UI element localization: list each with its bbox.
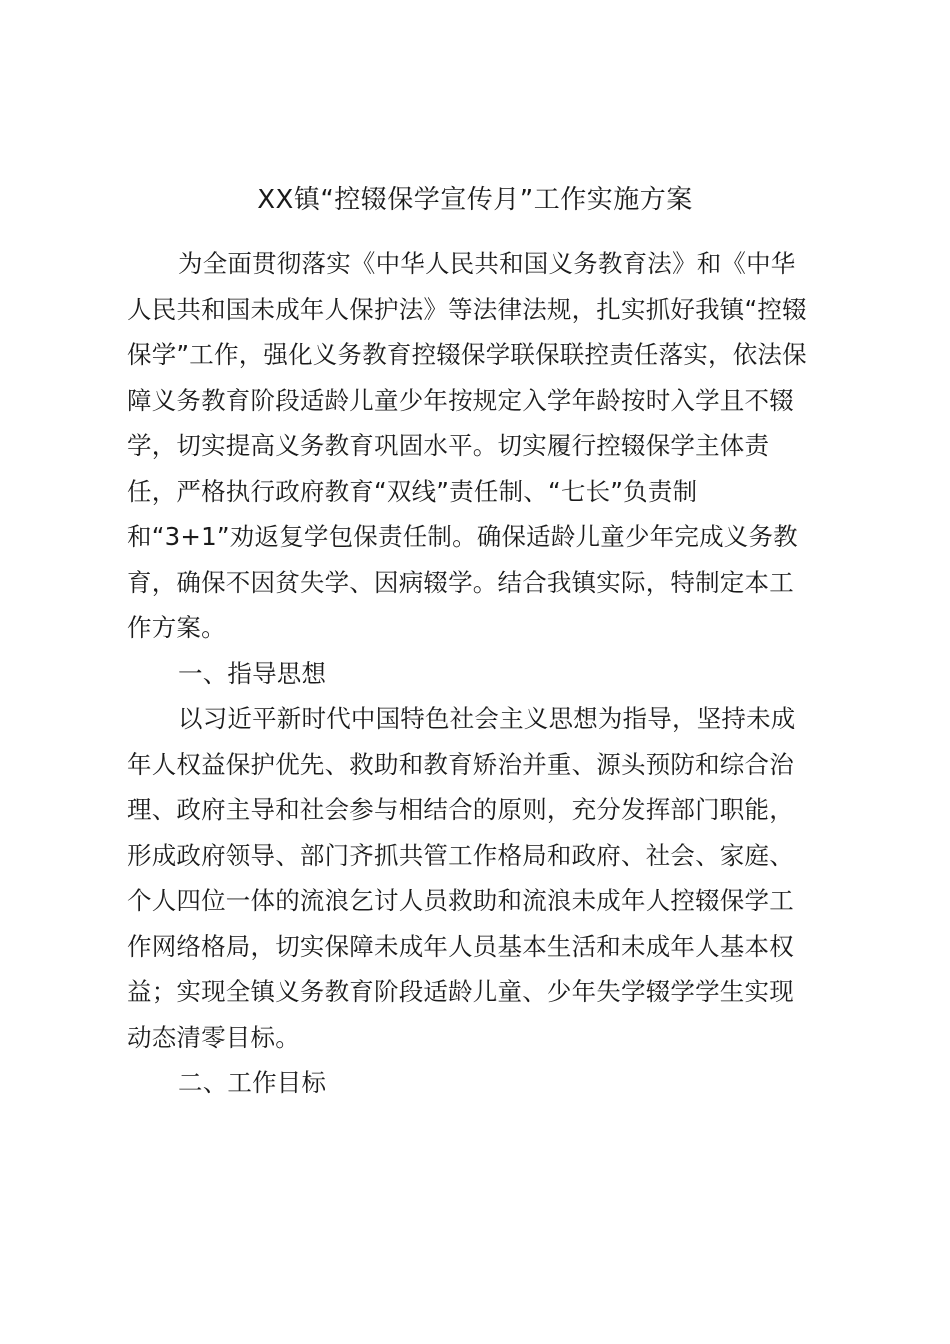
- body-line: 动态清零目标。: [127, 1022, 300, 1052]
- body-line: 为全面贯彻落实《中华人民共和国义务教育法》和《中华: [178, 249, 796, 278]
- body-line: 保学”工作，强化义务教育控辍保学联保联控责任落实，依法保: [127, 340, 807, 369]
- body-line: 育，确保不因贫失学、因病辍学。结合我镇实际，特制定本工: [127, 567, 794, 597]
- body-line: 理、政府主导和社会参与相结合的原则，充分发挥部门职能，: [127, 795, 794, 824]
- body-line: 作网络格局，切实保障未成年人员基本生活和未成年人基本权: [127, 931, 794, 961]
- section-heading: 二、工作目标: [178, 1068, 327, 1097]
- section-heading: 一、指导思想: [178, 658, 327, 688]
- document-title: XX镇“控辍保学宣传月”工作实施方案: [257, 185, 693, 215]
- body-line: 任，严格执行政府教育“双线”责任制、“七长”负责制: [127, 476, 698, 506]
- document-body: [127, 241, 837, 1106]
- body-line: 学，切实提高义务教育巩固水平。切实履行控辍保学主体责: [127, 431, 770, 460]
- body-line: 作方案。: [127, 613, 226, 642]
- body-line: 以习近平新时代中国特色社会主义思想为指导，坚持未成: [178, 704, 796, 733]
- body-line: 年人权益保护优先、救助和教育矫治并重、源头预防和综合治: [127, 749, 794, 779]
- body-line: 益；实现全镇义务教育阶段适龄儿童、少年失学辍学学生实现: [127, 977, 794, 1006]
- body-line: 人民共和国未成年人保护法》等法律法规，扎实抓好我镇“控辍: [127, 294, 807, 324]
- body-line: 形成政府领导、部门齐抓共管工作格局和政府、社会、家庭、: [127, 840, 794, 870]
- body-line: 障义务教育阶段适龄儿童少年按规定入学年龄按时入学且不辍: [127, 385, 794, 415]
- body-line: 和“3+1”劝返复学包保责任制。确保适龄儿童少年完成义务教: [127, 522, 798, 551]
- body-line: 个人四位一体的流浪乞讨人员救助和流浪未成年人控辍保学工: [127, 886, 794, 915]
